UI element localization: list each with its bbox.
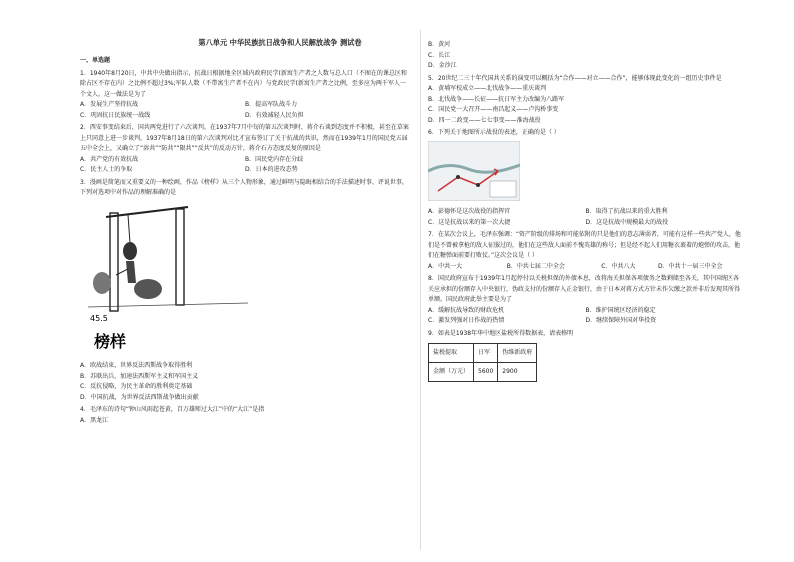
table-row (429, 363, 537, 382)
option-b: B．维护国统区经济的稳定 (585, 306, 656, 314)
option-a: A．黑龙江 (80, 416, 109, 424)
option-d: D．日本的进攻态势 (245, 166, 298, 173)
option-d: D．有效减轻人民负担 (245, 111, 304, 119)
battle-map (428, 141, 520, 201)
table-cell: 5600 (474, 363, 498, 382)
cartoon-caption: 榜样 (94, 331, 127, 351)
right-column (428, 40, 743, 382)
question-stem: 2．西安事变结束后，国共两党进行了六次谈判。在1937年7月中旬的第五次谈判时，蒋介石谈到态度并不积极，甚至在草案上只同意上进一步谈判，1937年8月18日的第六次谈判对比才宣布签订了关于抗战的共识，然而在1939年1月的国民党五届五中全会上，又确立了“溶共”“防共”“限共”“反共”的反动方针，蒋介石方态度反复的原因是 (80, 124, 409, 152)
option-c: C．巩固抗日民族统一战线 (80, 111, 151, 119)
table-header: 盐税提取 (429, 344, 474, 363)
option-d: D．四一二政变——七七事变——淮海战役 (428, 116, 541, 124)
option-b: B．苏联出兵，加速法西斯军主义和军国主义 (80, 372, 199, 380)
option-d: D．金沙江 (428, 62, 457, 69)
option-b: B．北伐战争——长征——抗日军主力改编为八路军 (428, 95, 565, 103)
question-9 (428, 329, 743, 383)
question-5 (428, 74, 743, 127)
question-6 (428, 128, 743, 228)
question-stem: 1．1940年8月20日，中共中央做出指示，抗战日根据地全区域内政府民学(新寓生产者之人数与总人口（不囿在的课总区和除占区不存在内）之比例不超过3%;军队人数（不带寓生产者不在内）与党政民学(新寓生产者之比例，至多应为两千军人一个文人。这一做法是为了 (80, 69, 407, 98)
question-1 (80, 69, 410, 122)
data-table (428, 343, 537, 382)
option-a: A．欧战结束，世界反法西斯战争取得胜利 (80, 362, 193, 369)
question-stem: 6．下列关于地图所示战役的表述，正确的是（ ） (428, 129, 560, 136)
column-divider (420, 30, 421, 550)
question-8 (428, 274, 743, 327)
page-title: 第八单元 中华民族抗日战争和人民解放战争 测试卷 (198, 38, 362, 47)
question-4 (80, 405, 410, 426)
question-3 (80, 178, 410, 404)
left-column (80, 40, 410, 426)
table-header: 伪维新政府 (498, 344, 537, 363)
option-b: B．取得了抗战以来的重大胜利 (585, 208, 668, 215)
option-d: D．中共十一届三中全会 (657, 262, 723, 270)
option-c: C．长江 (428, 51, 451, 59)
option-c: C．民主人士的争取 (80, 166, 133, 173)
table-cell: 金额（万元） (429, 363, 474, 382)
question-stem: 9．如表是1938年华中地区盐税所得数据表，请表格明 (428, 329, 574, 337)
option-c: C．激发列强对日作战的热情 (428, 317, 505, 324)
table-header: 日军 (474, 344, 498, 363)
option-c: C．反抗侵略，为民主革命的胜利奠定基础 (80, 383, 193, 390)
question-stem: 7．在某次会议上，毛泽东强调：“资产阶级的排场和可能依附的只是他们的意志薄弱者，可能有这样一些共产党人，他们是不曾被拿枪的敌人征服过的，他们在这些敌人面前不愧英雄的称号；但是经不起人们用糖衣裹着的炮弹的攻击，他们在糖弹面前要打败仗。”这次会议是（ ） (428, 231, 741, 259)
option-c: C．中共八大 (601, 262, 636, 270)
option-a: A．缓解抗战导致的财政危机 (428, 306, 505, 314)
option-b: B．提高军队战斗力 (245, 101, 298, 108)
option-a: A．黄埔军校成立——北伐战争——重庆谈判 (428, 85, 547, 92)
option-a: A．彭德怀是这次战役的指挥官 (428, 208, 511, 215)
section-heading: 一、单选题 (80, 57, 111, 64)
table-cell: 2900 (498, 363, 537, 382)
option-b: B．中共七届二中全会 (506, 262, 565, 270)
option-c: C．国民党一大召开——南昌起义——卢沟桥事变 (428, 106, 559, 113)
question-2 (80, 123, 410, 176)
question-stem: 4．毛泽东的诗句“钟山风雨起苍黄，百万雄师过大江”中的“大江”是指 (80, 406, 265, 413)
question-stem: 3．漫画是简笔而又重要义的一种绘画，作品《榜样》从三个人物形象，通过鲜明与隐晦相结合的手法描述时事、评说世事，下列对选项中对作品的理解准确的是 (80, 178, 408, 196)
option-a: A．共产党的有效抗战 (80, 155, 139, 163)
table-row (429, 344, 537, 363)
cartoon-year: 45.5 (90, 313, 108, 323)
option-b: B．黄河 (428, 41, 451, 48)
option-d: D．这是抗战中规模最大的战役 (585, 218, 669, 226)
option-d: D．继续保障外国对华投资 (585, 317, 657, 324)
cartoon-image (88, 203, 248, 355)
option-d: D．中国抗战，为世界反法西斯战争做出贡献 (80, 393, 199, 401)
option-a: A．中共一大 (428, 262, 463, 270)
question-stem: 5．20世纪二三十年代国共关系的演变可以概括为“合作——对立——合作”，能够体现此变化的一组历史事件是 (428, 74, 722, 82)
question-7 (428, 230, 743, 272)
option-c: C．这是抗战以来的第一次大捷 (428, 218, 511, 226)
option-a: A．发展生产坚持抗战 (80, 101, 139, 108)
question-stem: 8．国民政府宣布于1939年1月起停付以关税担保的外债本息，改将海关担保各项债务之数剩储至各关，其中国统区各关应承担的份额存入中央银行，伪政支付的份额存入正金银行，由于日本对蒋方式方针未作欠缴之款并非后发现其所得单额。国民政府此举主要是为了 (428, 275, 741, 303)
option-b: B．国民党内存在分歧 (245, 155, 304, 163)
